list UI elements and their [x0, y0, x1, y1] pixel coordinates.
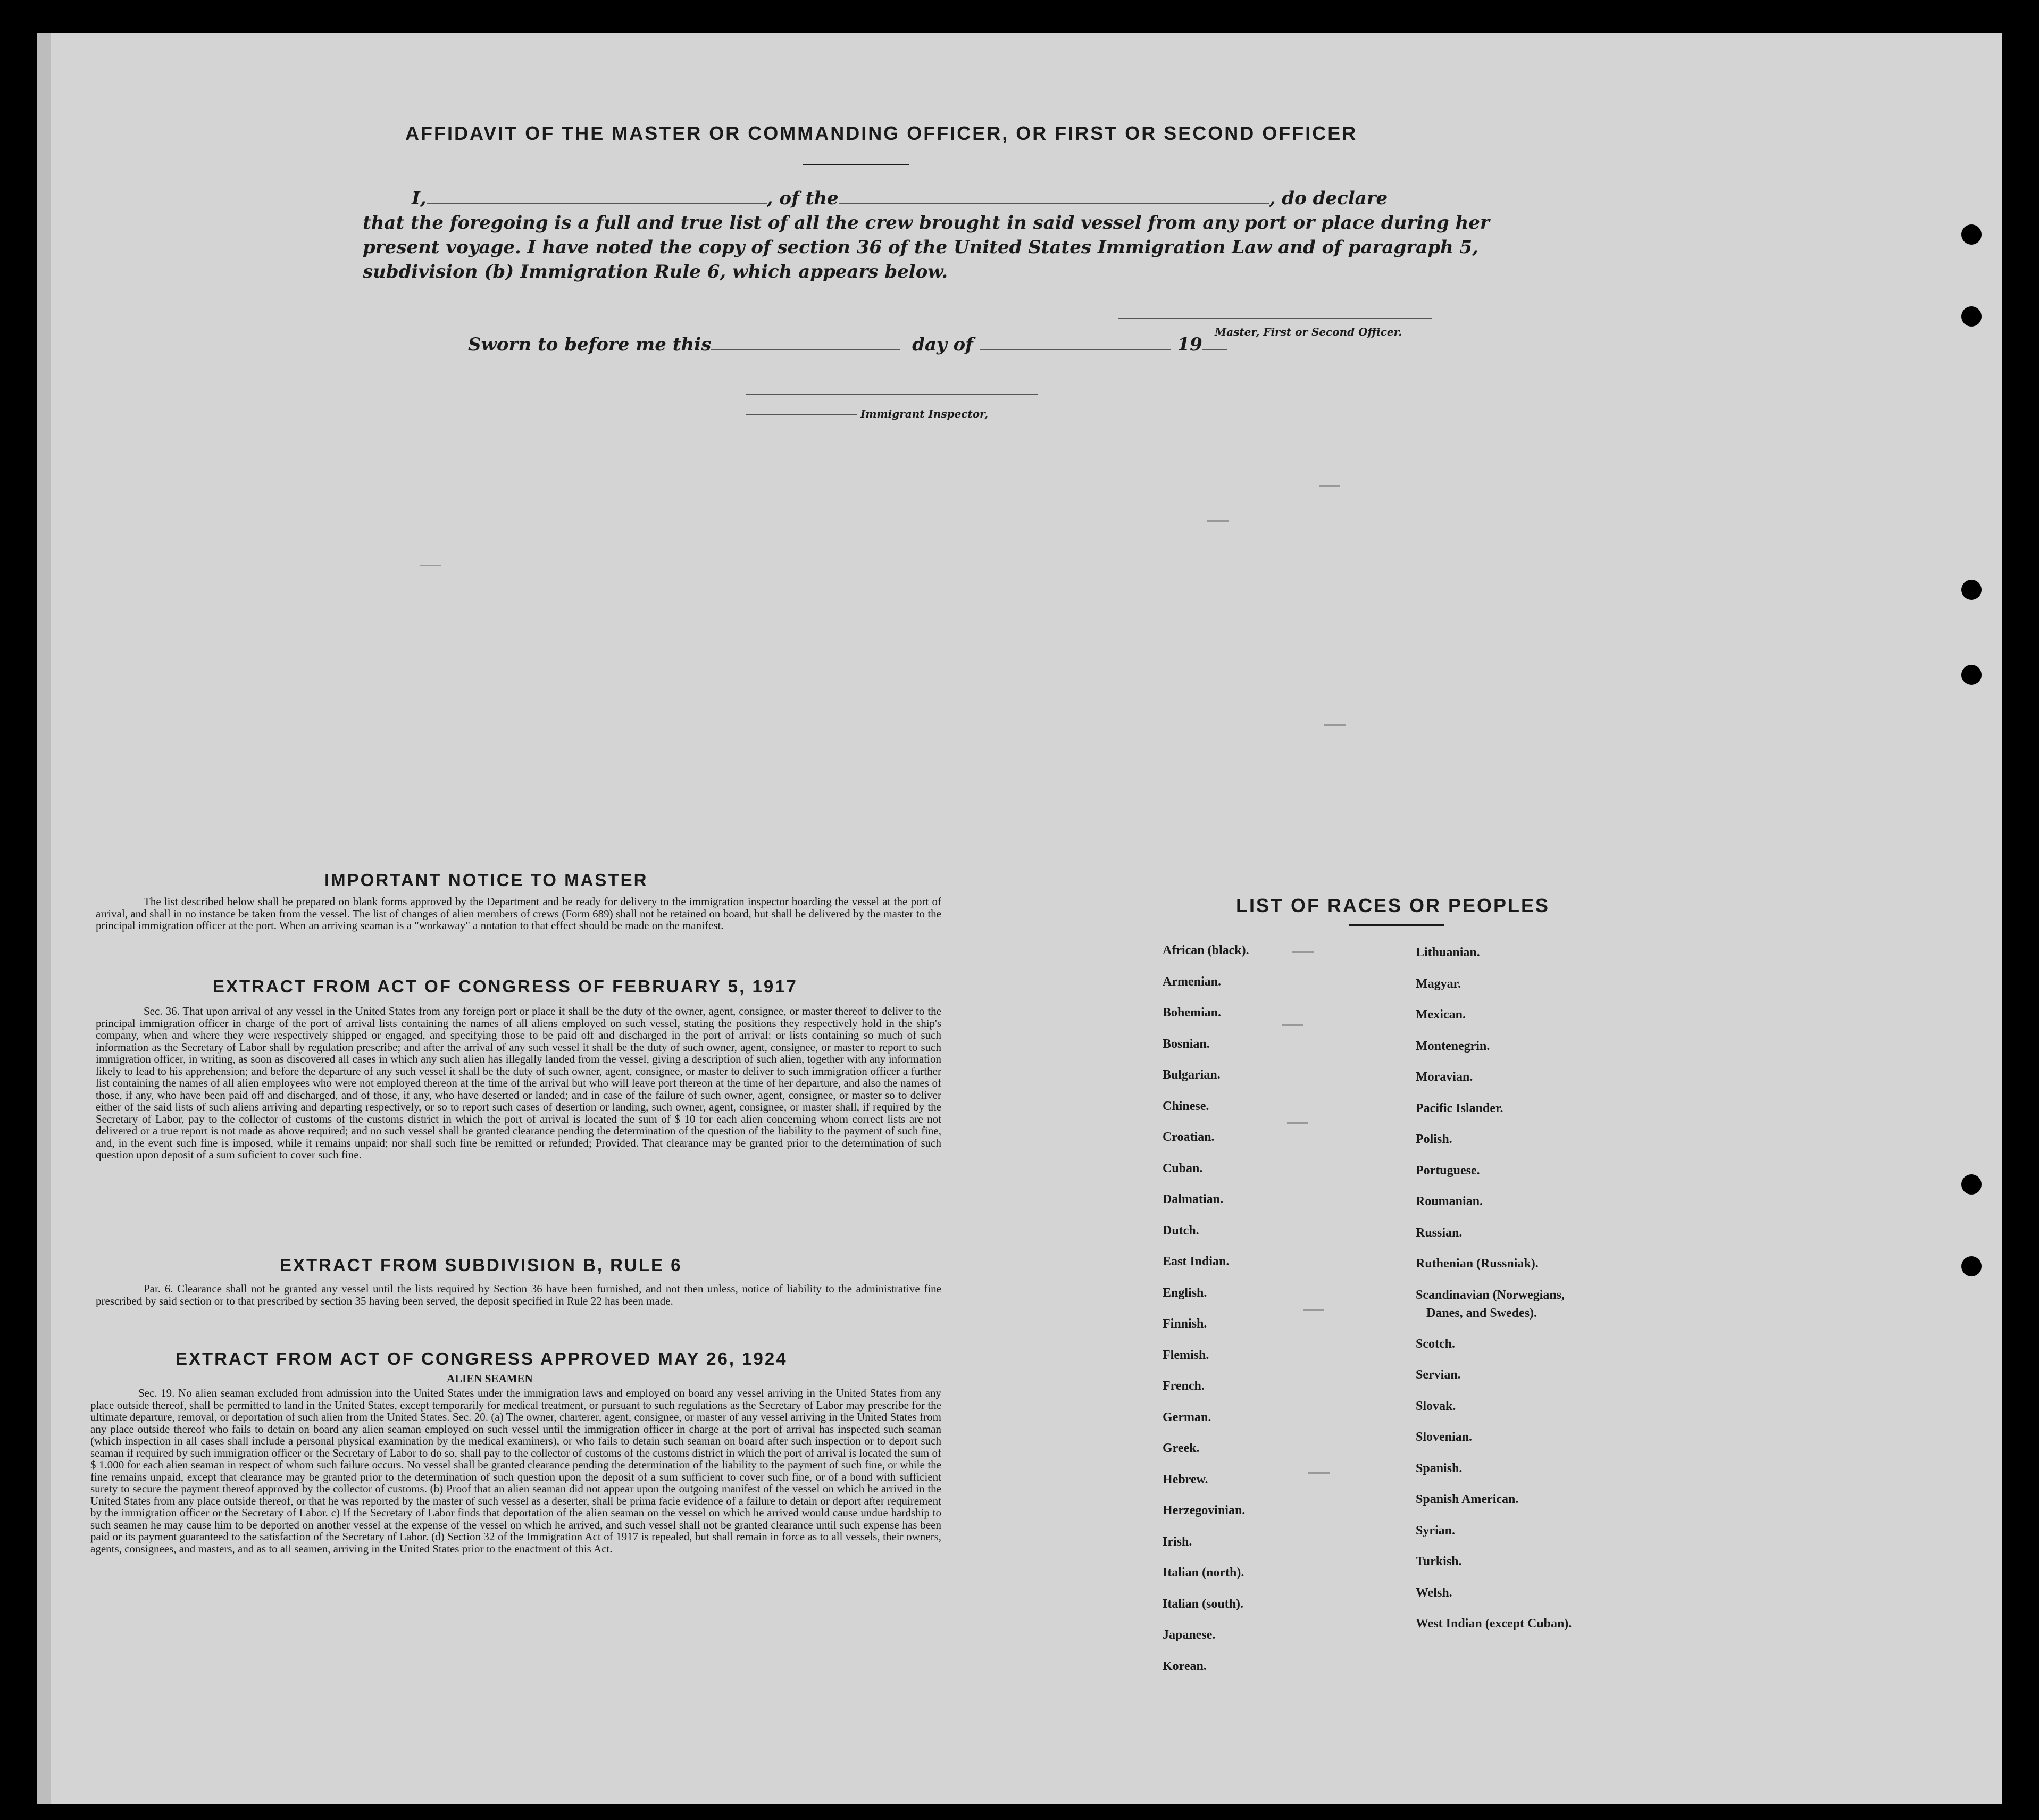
fill-dash: [1292, 951, 1314, 953]
race-item: Welsh.: [1416, 1585, 1452, 1600]
fill-dash: [420, 565, 441, 566]
extract-1917-title: EXTRACT FROM ACT OF CONGRESS OF FEBRUARY 5, 1917: [213, 976, 798, 996]
month-blank[interactable]: [980, 349, 1171, 350]
race-item: Flemish.: [1163, 1348, 1209, 1362]
fill-dash: [1303, 1309, 1324, 1311]
race-item: Servian.: [1416, 1368, 1461, 1382]
extract-1924-subtitle: ALIEN SEAMEN: [447, 1372, 533, 1385]
binder-hole: [1961, 1256, 1982, 1276]
race-item: Roumanian.: [1416, 1195, 1483, 1208]
race-item: Japanese.: [1163, 1628, 1216, 1642]
extract-rule6-text: Par. 6. Clearance shall not be granted any vessel until the lists required by Section 36 have been furnished, and not then unless, notice of liability to the administrative fine prescribed by said section or to that prescribed by section 35 having been served, the deposit specified in Rule 22 has been made.: [96, 1282, 941, 1307]
race-item: Finnish.: [1163, 1317, 1207, 1331]
fill-dash: [1287, 1122, 1308, 1124]
master-label: Master, First or Second Officer.: [1215, 325, 1402, 338]
extract-1924-text: Sec. 19. No alien seaman excluded from admission into the United States under the immigration laws and employed on board any vessel arriving in the United States from any place outside thereof, shall be permitted to land in the United States, except temporarily for medical treatment, or pursuant to such regulations as the Secretary of Labor may prescribe for the ultimate departure, removal, or deportation of such alien from the United States. Sec. 20. (a) The owner, charterer, agent, consignee, or master of any vessel arriving in the United States from any place outside thereof who fails to detain on board any alien seaman employed on such vessel until the immigration officer in charge at the port of arrival has inspected such seaman (which inspection in all cases shall include a personal physical examination by the medical examiners), or who fails to detain such seaman on board after such inspection or to deport such seaman if required by such immigration officer or the Secretary of Labor to do so, shall pay to the collector of customs of the customs district in which the port of arrival is located the sum of $ 1.000 for each alien seaman in respect of whom such failure occurs. No vessel shall be granted clearance pending the determination of the liability to the payment of such fine, or while the fine remains unpaid, except that clearance may be granted prior to the determination of such question upon the deposit of a sum sufficient to cover such fine, or of a bond with sufficient surety to secure the payment thereof approved by the collector of customs. (b) Proof that an alien seaman did not appear upon the outgoing manifest of the vessel on which he arrived in the United States from any place outside thereof, or that he was reported by the master of such vessel as a deserter, shall be prima facie evidence of a failure to detain or deport after requirement by the immigration officer or the Secretary of Labor. c) If the Secretary of Labor finds that deportation of the alien seaman on the vessel on which he arrived would cause undue hardship to such seamen he may cause him to be deported on another vessel at the expense of the vessel on which he arrived, and such vessel shall not be granted clearance until such expense has been paid or its payment guaranteed to the satisfaction of the Secretary of Labor. (d) Section 32 of the Immigration Act of 1917 is repealed, but shall remain in force as to all vessels, their owners, agents, consignees, and masters, and as to all seamen, arriving in the United States prior to the enactment of this Act.: [90, 1387, 941, 1555]
affidavit-of-the: , of the: [766, 188, 839, 209]
race-item: Pacific Islander.: [1416, 1101, 1503, 1115]
race-item: Portuguese.: [1416, 1163, 1480, 1178]
race-item: Greek.: [1163, 1441, 1200, 1455]
binder-hole: [1961, 306, 1982, 327]
year-prefix: 19: [1177, 334, 1202, 355]
race-item: Irish.: [1163, 1534, 1192, 1549]
extract-1917-text: Sec. 36. That upon arrival of any vessel in the United States from any foreign port or place it shall be the duty of the owner, agent, consignee, or master thereof to deliver to the principal immigration officer in charge of the port of arrival lists containing the names of all aliens employed on such vessel, stating the positions they respectively hold in the ship's company, when and where they were respectively shipped or engaged, and specifying those to be paid off and discharged in the port of arrival: or lists containing so much of such information as the Secretary of Labor shall by regulation prescribe; and after the arrival of any such vessel it shall be the duty of such owner, agent, consignee, or master to report to such immigration officer, in writing, as soon as discovered all cases in which any such alien has illegally landed from the vessel, giving a description of such alien, together with any information likely to lead to his apprehension; and before the departure of any such vessel it shall be the duty of such owner, agent, consignee, or master to deliver to such immigration officer a further list containing the names of all alien employees who were not employed thereon at the time of the arrival but who will leave port thereon at the time of her departure, and also the names of those, if any, who have been paid off and discharged, and of those, if any, who have deserted or landed; and in case of the failure of such owner, agent, consignee, or master so to deliver either of the said lists of such aliens arriving and departing respectively, or so to report such cases of desertion or landing, such owner, agent, consignee, or master shall, if required by the Secretary of Labor, pay to the collector of customs of the customs district in which the port of arrival is located the sum of $ 10 for each alien concerning whom correct lists are not delivered or a true report is not made as above required; and no such vessel shall be granted clearance pending the determination of the question of the liability to the payment of such fine, and, in the event such fine is imposed, while it remains unpaid; nor shall such fine be remitted or refunded; Provided. That clearance may be granted prior to the determination of such question upon deposit of a sum suficient to cover such fine.: [96, 1005, 941, 1161]
page-edge: [37, 33, 51, 1804]
affidavit-do-declare: , do declare: [1269, 188, 1388, 209]
race-item: Bulgarian.: [1163, 1068, 1221, 1082]
affidavit-line-3: present voyage. I have noted the copy of section 36 of the United States Immigration Law and of paragraph 5,: [363, 237, 1479, 258]
race-item: Cuban.: [1163, 1161, 1203, 1175]
extract-1924-title: EXTRACT FROM ACT OF CONGRESS APPROVED MAY 26, 1924: [176, 1349, 788, 1368]
race-item: Polish.: [1416, 1132, 1452, 1146]
year-blank[interactable]: [1202, 349, 1227, 350]
race-item: Scandinavian (Norwegians,: [1416, 1288, 1565, 1302]
race-item: English.: [1163, 1285, 1207, 1300]
race-item: Lithuanian.: [1416, 946, 1480, 959]
affidavit-title: AFFIDAVIT OF THE MASTER OR COMMANDING OFFICER, OR FIRST OR SECOND OFFICER: [405, 122, 1358, 144]
inspector-signature-line[interactable]: [746, 394, 1038, 395]
race-item: Italian (north).: [1163, 1566, 1244, 1580]
race-item: Russian.: [1416, 1225, 1463, 1240]
race-item: Dutch.: [1163, 1223, 1199, 1238]
race-item: Herzegovinian.: [1163, 1504, 1246, 1517]
binder-hole: [1961, 665, 1982, 685]
race-item: Danes, and Swedes).: [1426, 1306, 1537, 1320]
extract-rule6-title: EXTRACT FROM SUBDIVISION B, RULE 6: [280, 1255, 682, 1275]
race-item: Ruthenian (Russniak).: [1416, 1257, 1539, 1271]
binder-hole: [1961, 224, 1982, 245]
race-item: Turkish.: [1416, 1555, 1462, 1568]
sworn-line: [468, 334, 1227, 355]
race-item: Mexican.: [1416, 1008, 1466, 1022]
race-item: Dalmatian.: [1163, 1192, 1223, 1206]
inspector-short-line: [746, 414, 857, 415]
race-item: French.: [1163, 1379, 1205, 1393]
title-underline: [803, 164, 909, 165]
race-item: African (black).: [1163, 944, 1249, 957]
document-page: [37, 33, 2002, 1804]
name-blank[interactable]: [427, 203, 767, 204]
race-item: Croatian.: [1163, 1130, 1215, 1144]
race-item: Korean.: [1163, 1659, 1207, 1673]
race-item: Italian (south).: [1163, 1597, 1244, 1611]
races-left-column: [1163, 944, 1249, 1690]
races-right-column: [1416, 946, 1572, 1648]
race-item: Hebrew.: [1163, 1472, 1208, 1487]
race-item: Syrian.: [1416, 1523, 1456, 1538]
affidavit-i: I,: [412, 188, 427, 209]
race-item: Bosnian.: [1163, 1037, 1210, 1051]
race-item: Spanish American.: [1416, 1492, 1519, 1506]
inspector-label: Immigrant Inspector,: [860, 407, 989, 420]
race-item: Armenian.: [1163, 974, 1221, 989]
race-item: Slovenian.: [1416, 1430, 1473, 1444]
sworn-text: Sworn to before me this: [468, 334, 712, 355]
fill-dash: [1308, 1472, 1330, 1474]
notice-text: The list described below shall be prepared on blank forms approved by the Department and be ready for delivery to the immigration inspector boarding the vessel at the port of arrival, and shall in no instance be taken from the vessel. The list of changes of alien members of crews (Form 689) shall not be retained on board, but shall be delivered by the master to the principal immigration officer at the port. When an arriving seaman is a "workaway" a notation to that effect should be made on the manifest.: [96, 895, 941, 932]
binder-hole: [1961, 1174, 1982, 1195]
binder-hole: [1961, 580, 1982, 600]
affidavit-line-4: subdivision (b) Immigration Rule 6, which appears below.: [363, 261, 948, 282]
affidavit-line-1: [363, 186, 1448, 211]
race-item: East Indian.: [1163, 1255, 1230, 1268]
fill-dash: [1324, 724, 1346, 726]
race-item: Bohemian.: [1163, 1006, 1222, 1020]
fill-dash: [1319, 485, 1340, 487]
day-of-text: day of: [912, 334, 973, 355]
races-title-underline: [1349, 924, 1444, 926]
vessel-blank[interactable]: [839, 203, 1269, 204]
race-item: Scotch.: [1416, 1337, 1455, 1351]
master-signature-line[interactable]: [1118, 318, 1432, 319]
affidavit-line-2: that the foregoing is a full and true list of all the crew brought in said vessel from any port or place during her: [363, 212, 1490, 233]
race-item: Spanish.: [1416, 1461, 1463, 1475]
race-item: West Indian (except Cuban).: [1416, 1617, 1572, 1631]
race-item: Moravian.: [1416, 1070, 1473, 1084]
race-item: Montenegrin.: [1416, 1039, 1490, 1053]
sworn-day-blank[interactable]: [711, 349, 900, 350]
race-item: Magyar.: [1416, 976, 1461, 991]
races-title: LIST OF RACES OR PEOPLES: [1236, 895, 1550, 916]
race-item: Chinese.: [1163, 1099, 1209, 1113]
fill-dash: [1207, 520, 1229, 522]
race-item: German.: [1163, 1410, 1211, 1424]
notice-title: IMPORTANT NOTICE TO MASTER: [324, 870, 648, 890]
affidavit-paragraph: [363, 186, 1490, 284]
fill-dash: [1282, 1024, 1303, 1026]
race-item: Slovak.: [1416, 1399, 1456, 1413]
